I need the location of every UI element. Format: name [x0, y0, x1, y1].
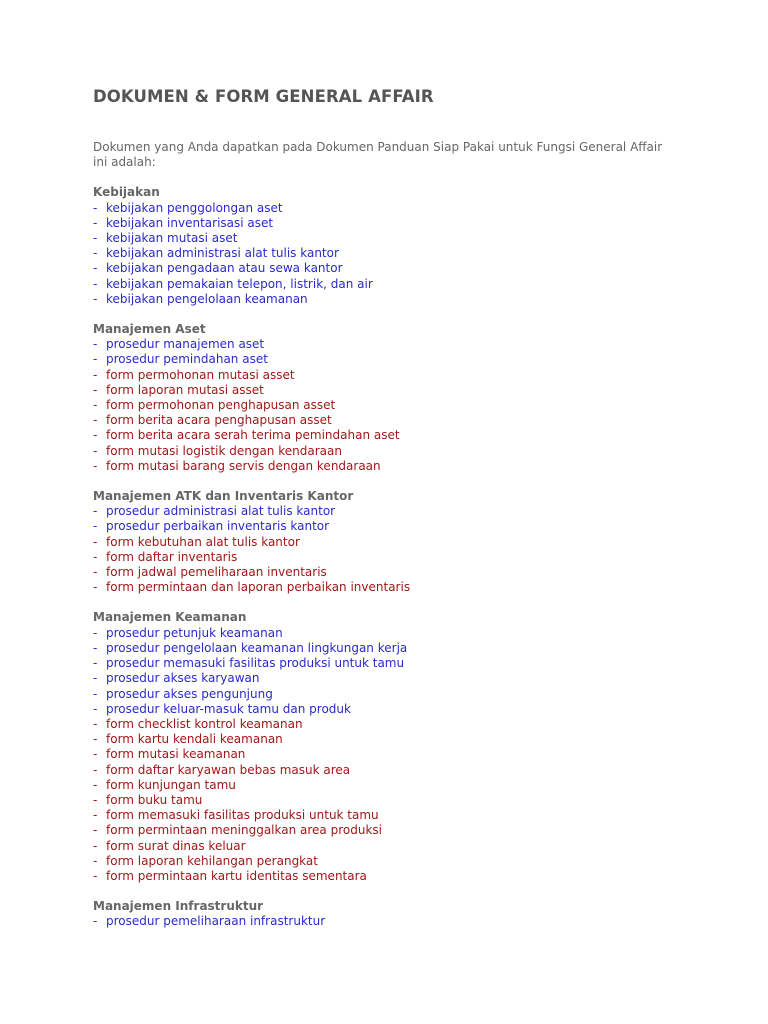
document-list — [93, 337, 733, 474]
prosedur-link-item — [93, 656, 733, 671]
prosedur-link-item — [93, 671, 733, 686]
form-link[interactable]: form mutasi logistik dengan kendaraan — [106, 443, 342, 458]
list-dash: - — [93, 853, 98, 868]
prosedur-link[interactable]: kebijakan pengelolaan keamanan — [106, 291, 308, 306]
list-dash: - — [93, 276, 98, 291]
form-link-item — [93, 459, 733, 474]
list-dash: - — [93, 261, 98, 276]
list-dash: - — [93, 732, 98, 747]
form-link-item — [93, 368, 733, 383]
form-link[interactable]: form permintaan meninggalkan area produksi — [106, 823, 382, 838]
list-dash: - — [93, 716, 98, 731]
form-link[interactable]: form permintaan dan laporan perbaikan inventaris — [106, 580, 411, 595]
prosedur-link[interactable]: kebijakan pemakaian telepon, listrik, dan air — [106, 276, 373, 291]
list-dash: - — [93, 413, 98, 428]
list-dash: - — [93, 231, 98, 246]
form-link[interactable]: form kebutuhan alat tulis kantor — [106, 534, 300, 549]
prosedur-link-item — [93, 277, 733, 292]
list-dash: - — [93, 777, 98, 792]
list-dash: - — [93, 671, 98, 686]
prosedur-link-item — [93, 292, 733, 307]
list-dash: - — [93, 549, 98, 564]
section — [93, 322, 733, 474]
list-dash: - — [93, 519, 98, 534]
list-dash: - — [93, 215, 98, 230]
section — [93, 899, 733, 929]
list-dash: - — [93, 808, 98, 823]
prosedur-link-item — [93, 914, 733, 929]
section — [93, 185, 733, 307]
form-link-item — [93, 839, 733, 854]
list-dash: - — [93, 246, 98, 261]
form-link-item — [93, 793, 733, 808]
form-link-item — [93, 763, 733, 778]
section-heading: Manajemen Keamanan — [93, 610, 247, 625]
document-title: DOKUMEN & FORM GENERAL AFFAIR — [93, 87, 434, 106]
prosedur-link-item — [93, 337, 733, 352]
form-link-item — [93, 565, 733, 580]
list-dash: - — [93, 656, 98, 671]
prosedur-link[interactable]: kebijakan mutasi aset — [106, 231, 238, 246]
section-heading: Kebijakan — [93, 185, 160, 200]
prosedur-link[interactable]: kebijakan inventarisasi aset — [106, 215, 274, 230]
form-link-item — [93, 428, 733, 443]
prosedur-link[interactable]: prosedur manajemen aset — [106, 337, 265, 352]
form-link[interactable]: form mutasi keamanan — [106, 747, 246, 762]
form-link[interactable]: form kartu kendali keamanan — [106, 732, 283, 747]
prosedur-link[interactable]: prosedur pengelolaan keamanan lingkungan kerja — [106, 640, 408, 655]
form-link[interactable]: form berita acara penghapusan asset — [106, 413, 332, 428]
list-dash: - — [93, 443, 98, 458]
prosedur-link[interactable]: prosedur pemindahan aset — [106, 352, 268, 367]
list-dash: - — [93, 382, 98, 397]
list-dash: - — [93, 428, 98, 443]
list-dash: - — [93, 625, 98, 640]
form-link-item — [93, 580, 733, 595]
prosedur-link[interactable]: prosedur memasuki fasilitas produksi untuk tamu — [106, 656, 405, 671]
form-link[interactable]: form mutasi barang servis dengan kendaraan — [106, 458, 381, 473]
form-link-item — [93, 413, 733, 428]
list-dash: - — [93, 640, 98, 655]
list-dash: - — [93, 291, 98, 306]
form-link[interactable]: form daftar karyawan bebas masuk area — [106, 762, 351, 777]
list-dash: - — [93, 914, 98, 929]
document-page — [93, 86, 733, 930]
prosedur-link-item — [93, 352, 733, 367]
intro-paragraph: Dokumen yang Anda dapatkan pada Dokumen Panduan Siap Pakai untuk Fungsi General Affair ini adalah: — [93, 140, 663, 170]
form-link[interactable]: form memasuki fasilitas produksi untuk tamu — [106, 808, 379, 823]
list-dash: - — [93, 337, 98, 352]
prosedur-link-item — [93, 216, 733, 231]
form-link[interactable]: form laporan kehilangan perangkat — [106, 853, 318, 868]
section — [93, 610, 733, 884]
prosedur-link[interactable]: kebijakan penggolongan aset — [106, 200, 283, 215]
prosedur-link[interactable]: prosedur perbaikan inventaris kantor — [106, 519, 330, 534]
form-link[interactable]: form kunjungan tamu — [106, 777, 236, 792]
list-dash: - — [93, 398, 98, 413]
list-dash: - — [93, 868, 98, 883]
list-dash: - — [93, 823, 98, 838]
prosedur-link-item — [93, 626, 733, 641]
prosedur-link-item — [93, 504, 733, 519]
list-dash: - — [93, 747, 98, 762]
form-link-item — [93, 778, 733, 793]
prosedur-link[interactable]: prosedur akses karyawan — [106, 671, 260, 686]
form-link[interactable]: form laporan mutasi asset — [106, 382, 264, 397]
sections-container — [93, 185, 733, 929]
form-link-item — [93, 854, 733, 869]
list-dash: - — [93, 686, 98, 701]
prosedur-link-item — [93, 246, 733, 261]
form-link[interactable]: form jadwal pemeliharaan inventaris — [106, 565, 327, 580]
form-link-item — [93, 398, 733, 413]
form-link-item — [93, 747, 733, 762]
form-link-item — [93, 823, 733, 838]
section-heading: Manajemen ATK dan Inventaris Kantor — [93, 489, 354, 504]
prosedur-link-item — [93, 702, 733, 717]
prosedur-link[interactable]: prosedur pemeliharaan infrastruktur — [106, 914, 326, 929]
document-list — [93, 504, 733, 595]
list-dash: - — [93, 762, 98, 777]
list-dash: - — [93, 580, 98, 595]
form-link[interactable]: form permohonan penghapusan asset — [106, 398, 336, 413]
prosedur-link[interactable]: prosedur petunjuk keamanan — [106, 625, 283, 640]
form-link-item — [93, 444, 733, 459]
form-link[interactable]: form permintaan kartu identitas sementara — [106, 868, 367, 883]
prosedur-link-item — [93, 231, 733, 246]
list-dash: - — [93, 458, 98, 473]
list-dash: - — [93, 534, 98, 549]
section-heading: Manajemen Infrastruktur — [93, 899, 264, 914]
list-dash: - — [93, 838, 98, 853]
prosedur-link[interactable]: prosedur administrasi alat tulis kantor — [106, 504, 336, 519]
form-link-item — [93, 717, 733, 732]
prosedur-link-item — [93, 261, 733, 276]
form-link-item — [93, 550, 733, 565]
list-dash: - — [93, 792, 98, 807]
prosedur-link-item — [93, 519, 733, 534]
form-link[interactable]: form buku tamu — [106, 792, 203, 807]
form-link[interactable]: form berita acara serah terima pemindahan aset — [106, 428, 400, 443]
prosedur-link-item — [93, 201, 733, 216]
document-list — [93, 914, 733, 929]
section-heading: Manajemen Aset — [93, 322, 206, 337]
prosedur-link[interactable]: prosedur akses pengunjung — [106, 686, 273, 701]
prosedur-link[interactable]: kebijakan pengadaan atau sewa kantor — [106, 261, 343, 276]
form-link[interactable]: form surat dinas keluar — [106, 838, 246, 853]
form-link[interactable]: form permohonan mutasi asset — [106, 367, 295, 382]
form-link[interactable]: form daftar inventaris — [106, 549, 238, 564]
prosedur-link-item — [93, 641, 733, 656]
form-link-item — [93, 535, 733, 550]
prosedur-link-item — [93, 687, 733, 702]
document-list — [93, 626, 733, 884]
list-dash: - — [93, 367, 98, 382]
form-link[interactable]: form checklist kontrol keamanan — [106, 716, 303, 731]
form-link-item — [93, 869, 733, 884]
list-dash: - — [93, 352, 98, 367]
document-list — [93, 201, 733, 307]
form-link-item — [93, 808, 733, 823]
list-dash: - — [93, 504, 98, 519]
prosedur-link[interactable]: prosedur keluar-masuk tamu dan produk — [106, 701, 351, 716]
list-dash: - — [93, 565, 98, 580]
list-dash: - — [93, 701, 98, 716]
prosedur-link[interactable]: kebijakan administrasi alat tulis kantor — [106, 246, 339, 261]
form-link-item — [93, 732, 733, 747]
form-link-item — [93, 383, 733, 398]
section — [93, 489, 733, 595]
list-dash: - — [93, 200, 98, 215]
